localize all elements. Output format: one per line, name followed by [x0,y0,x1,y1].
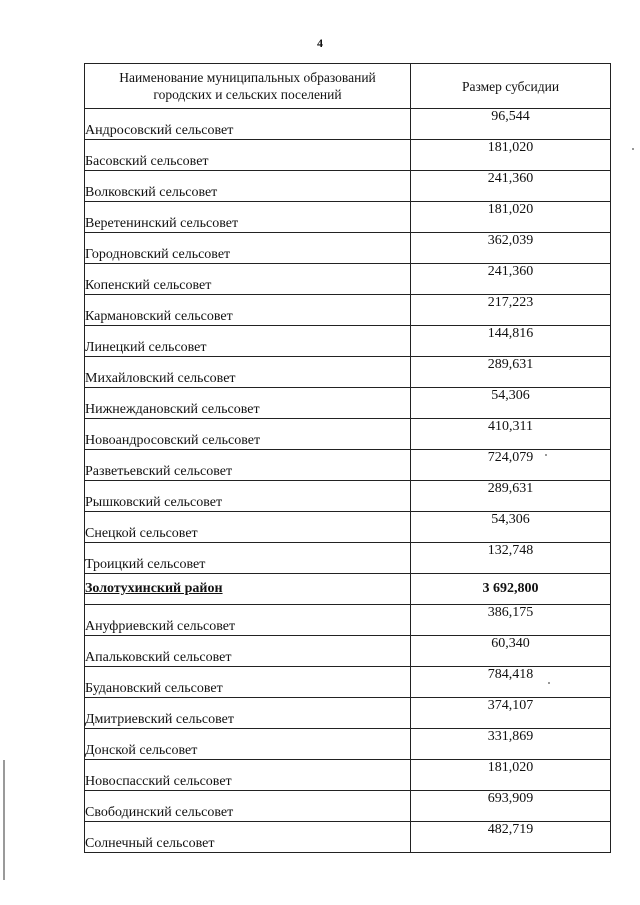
municipality-name-cell: Апальковский сельсовет [85,636,411,667]
municipality-name-cell: Разветьевский сельсовет [85,450,411,481]
table-row [85,698,611,729]
municipality-name-cell: Золотухинский район [85,574,411,605]
subsidy-amount-cell: 241,360 [411,264,611,295]
municipality-name-cell: Линецкий сельсовет [85,326,411,357]
municipality-name-cell: Новоандросовский сельсовет [85,419,411,450]
municipality-name-cell: Ануфриевский сельсовет [85,605,411,636]
page-number: 4 [317,36,323,50]
table-row [85,326,611,357]
municipality-name-cell: Волковский сельсовет [85,171,411,202]
table-row [85,171,611,202]
table-row [85,264,611,295]
subsidy-amount-cell: 181,020 [411,760,611,791]
table-row [85,419,611,450]
table-body [85,109,611,853]
subsidy-amount-cell: 217,223 [411,295,611,326]
subsidy-amount-cell: 289,631 [411,357,611,388]
municipality-name-cell: Андросовский сельсовет [85,109,411,140]
subsidy-amount-cell: 132,748 [411,543,611,574]
table-row [85,822,611,853]
subsidy-amount-cell: 181,020 [411,140,611,171]
subsidy-table [84,63,611,853]
municipality-name-cell: Басовский сельсовет [85,140,411,171]
table-row [85,202,611,233]
subsidy-amount-cell: 724,079 [411,450,611,481]
table-row [85,140,611,171]
municipality-name-cell: Копенский сельсовет [85,264,411,295]
municipality-name-cell: Рышковский сельсовет [85,481,411,512]
municipality-name-cell: Дмитриевский сельсовет [85,698,411,729]
table-row [85,388,611,419]
scan-margin-line [3,760,5,880]
municipality-name-cell: Нижнеждановский сельсовет [85,388,411,419]
table-row [85,109,611,140]
subsidy-amount-cell: 386,175 [411,605,611,636]
municipality-name-cell: Снецкой сельсовет [85,512,411,543]
subsidy-amount-cell: 784,418 [411,667,611,698]
municipality-name-cell: Свободинский сельсовет [85,791,411,822]
table-row [85,450,611,481]
municipality-name-cell: Веретенинский сельсовет [85,202,411,233]
table-row [85,791,611,822]
table-row [85,605,611,636]
municipality-name-cell: Городновский сельсовет [85,233,411,264]
scan-speck [545,454,547,456]
table-row [85,512,611,543]
scan-speck [548,682,550,684]
subsidy-amount-cell: 362,039 [411,233,611,264]
subsidy-amount-cell: 410,311 [411,419,611,450]
header-subsidy-amount: Размер субсидии [411,64,611,109]
subsidy-amount-cell: 331,869 [411,729,611,760]
subsidy-amount-cell: 482,719 [411,822,611,853]
municipality-name-cell: Донской сельсовет [85,729,411,760]
table-header-row [85,64,611,109]
subsidy-amount-cell: 96,544 [411,109,611,140]
subsidy-amount-cell: 3 692,800 [411,574,611,605]
scan-speck [632,148,634,150]
subsidy-amount-cell: 693,909 [411,791,611,822]
municipality-name-cell: Троицкий сельсовет [85,543,411,574]
municipality-name-cell: Солнечный сельсовет [85,822,411,853]
subsidy-amount-cell: 144,816 [411,326,611,357]
subsidy-amount-cell: 54,306 [411,388,611,419]
municipality-name-cell: Кармановский сельсовет [85,295,411,326]
table-row [85,481,611,512]
municipality-name-cell: Будановский сельсовет [85,667,411,698]
district-row [85,574,611,605]
subsidy-amount-cell: 241,360 [411,171,611,202]
subsidy-amount-cell: 60,340 [411,636,611,667]
subsidy-amount-cell: 289,631 [411,481,611,512]
table-row [85,636,611,667]
table-row [85,357,611,388]
municipality-name-cell: Новоспасский сельсовет [85,760,411,791]
header-municipality: Наименование муниципальных образований городских и сельских поселений [85,64,411,109]
table-row [85,295,611,326]
municipality-name-cell: Михайловский сельсовет [85,357,411,388]
subsidy-amount-cell: 374,107 [411,698,611,729]
subsidy-amount-cell: 54,306 [411,512,611,543]
table-row [85,543,611,574]
table-row [85,760,611,791]
table-row [85,667,611,698]
subsidy-amount-cell: 181,020 [411,202,611,233]
table-row [85,233,611,264]
table-row [85,729,611,760]
